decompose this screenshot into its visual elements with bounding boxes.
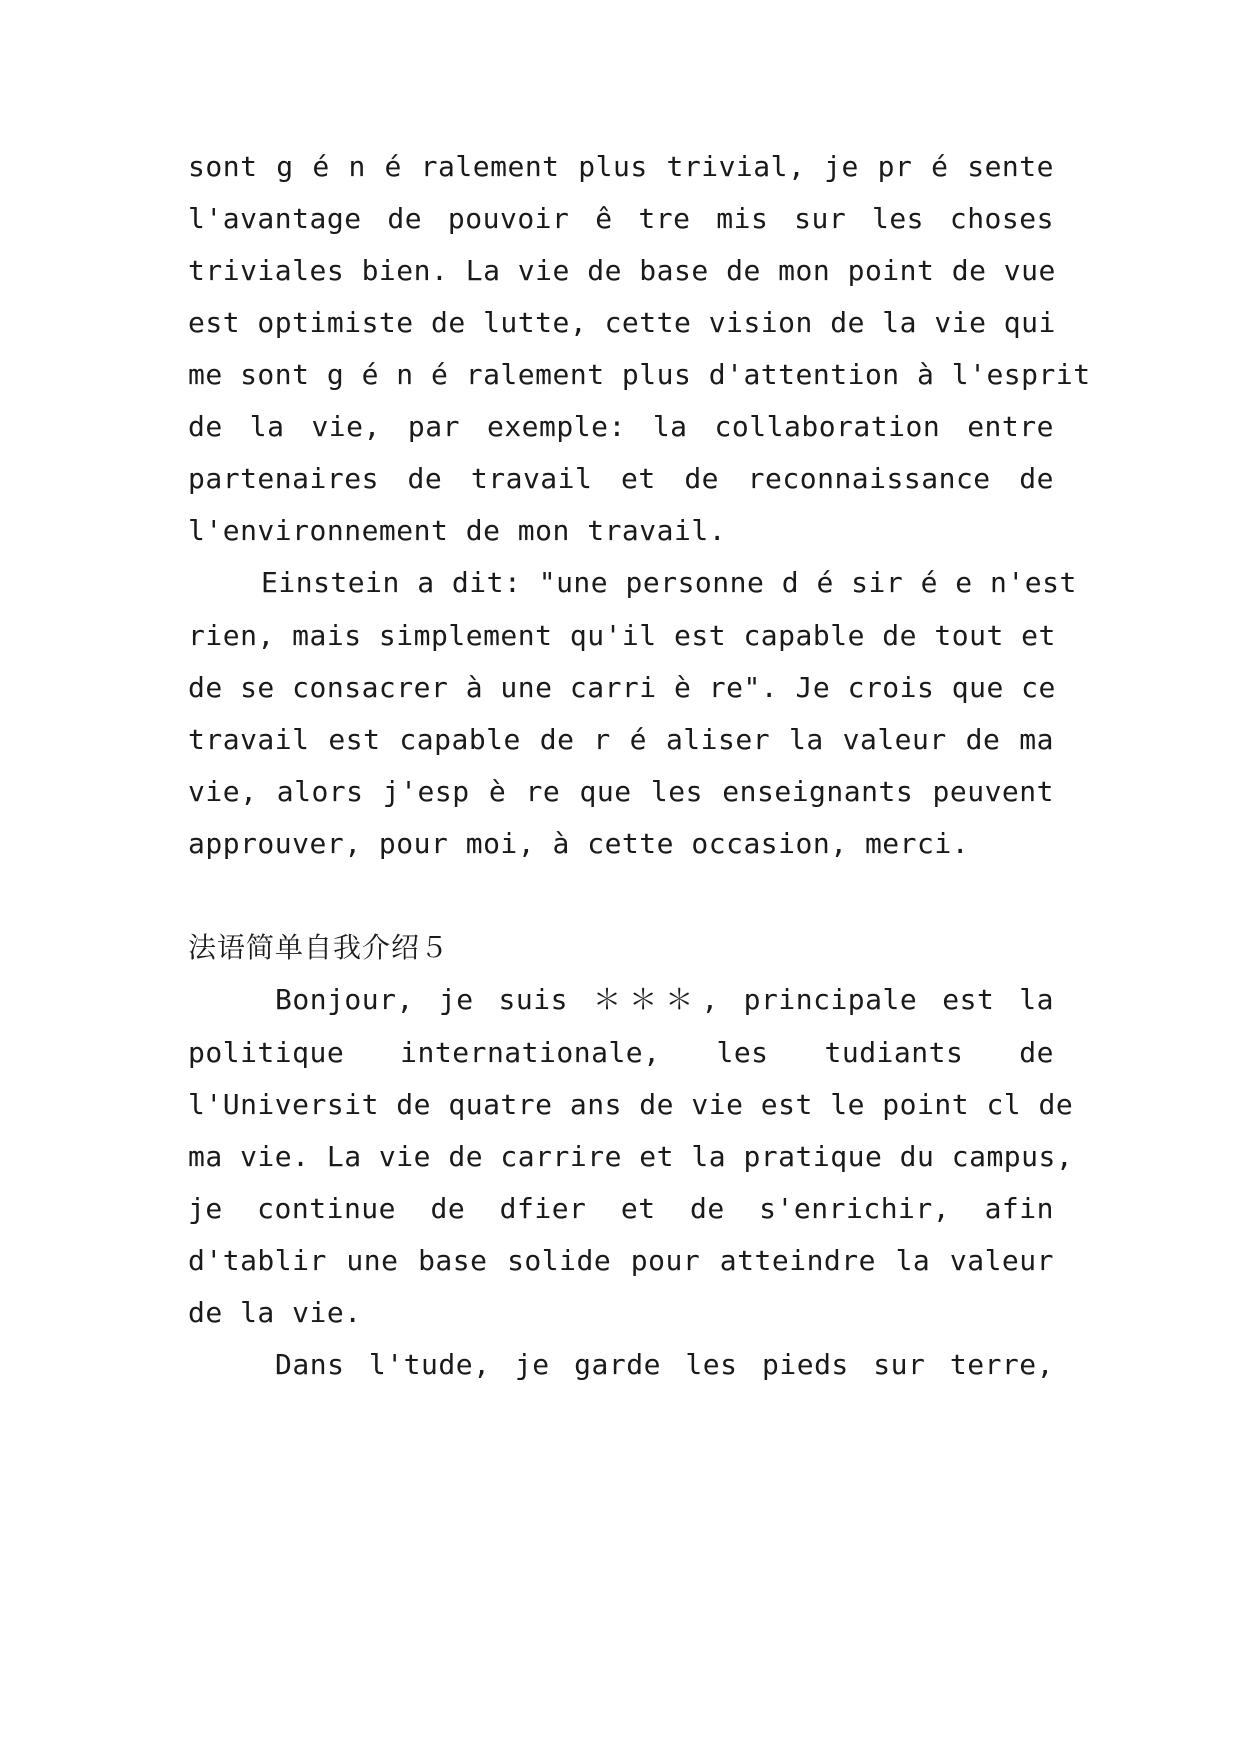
paragraph-line: Dans l'tude, je garde les pieds sur terre, [275, 1348, 1054, 1381]
paragraph-line: me sont g é n é ralement plus d'attention à l'esprit [188, 358, 1091, 391]
paragraph-line: est optimiste de lutte, cette vision de la vie qui [188, 306, 1056, 339]
paragraph-line: politique internationale, les tudiants de [188, 1036, 1054, 1069]
paragraph-line: l'avantage de pouvoir ê tre mis sur les choses [188, 202, 1054, 235]
paragraph-line: d'tablir une base solide pour atteindre la valeur [188, 1244, 1054, 1277]
paragraph-line: partenaires de travail et de reconnaissance de [188, 462, 1054, 495]
paragraph-line: travail est capable de r é aliser la valeur de ma [188, 723, 1054, 756]
paragraph-line: triviales bien. La vie de base de mon point de vue [188, 254, 1056, 287]
paragraph-line: vie, alors j'esp è re que les enseignants peuvent [188, 775, 1054, 808]
paragraph-line: l'Universit de quatre ans de vie est le point cl de [188, 1088, 1074, 1121]
paragraph-line: l'environnement de mon travail. [188, 514, 727, 547]
paragraph-line: Bonjour, je suis ＊＊＊, principale est la [275, 983, 1054, 1016]
paragraph-line: approuver, pour moi, à cette occasion, merci. [188, 827, 970, 860]
paragraph-line: ma vie. La vie de carrire et la pratique du campus, [188, 1140, 1074, 1173]
paragraph-line: de se consacrer à une carri è re". Je crois que ce [188, 671, 1056, 704]
paragraph-line: rien, mais simplement qu'il est capable de tout et [188, 619, 1056, 652]
paragraph-line: sont g é n é ralement plus trivial, je pr é sente [188, 150, 1054, 183]
paragraph-line: je continue de dfier et de s'enrichir, afin [188, 1192, 1054, 1225]
paragraph-line: de la vie. [188, 1296, 362, 1329]
section-heading: 法语简单自我介绍５ [188, 931, 450, 964]
paragraph-line: Einstein a dit: "une personne d é sir é e n'est [261, 566, 1077, 599]
paragraph-line: de la vie, par exemple: la collaboration entre [188, 410, 1054, 443]
